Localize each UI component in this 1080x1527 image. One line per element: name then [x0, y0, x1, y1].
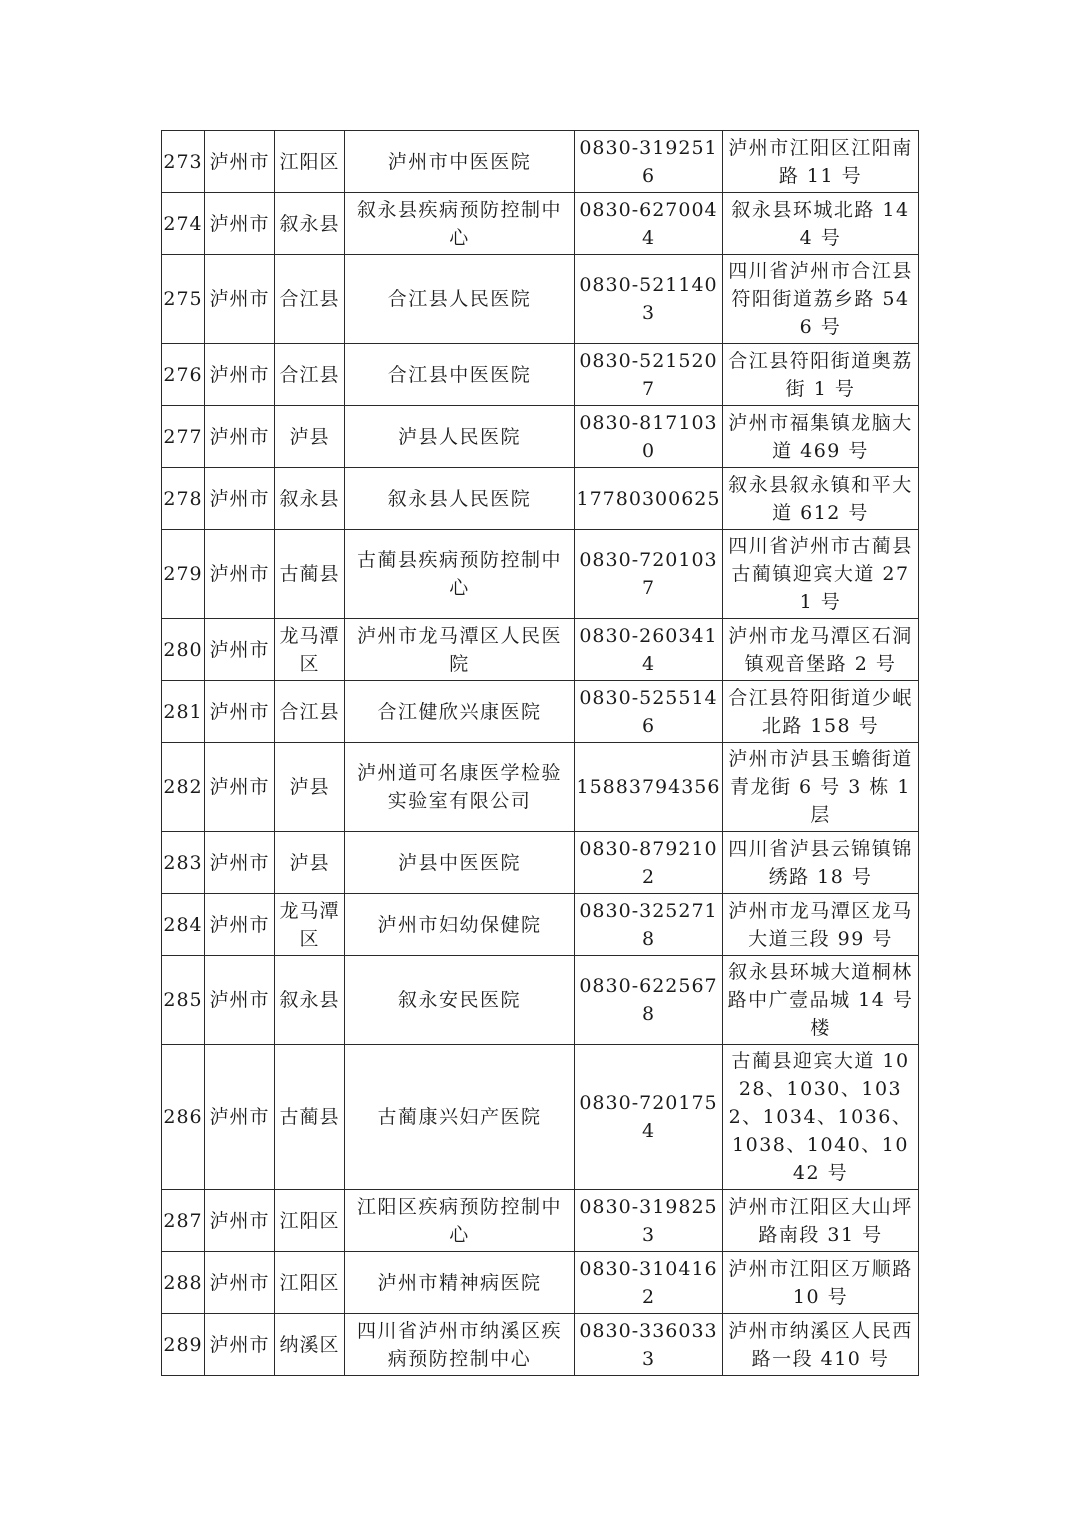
phone-cell: 0830-3360333 [575, 1314, 723, 1376]
county-cell: 江阳区 [275, 1252, 345, 1314]
county-cell: 江阳区 [275, 1190, 345, 1252]
city-cell: 泸州市 [205, 193, 275, 255]
table-row [162, 681, 919, 743]
address-cell: 四川省泸州市合江县符阳街道荔乡路 546 号 [723, 255, 919, 344]
phone-cell: 15883794356 [575, 743, 723, 832]
county-cell: 泸县 [275, 406, 345, 468]
table-row [162, 131, 919, 193]
address-cell: 泸州市江阳区江阳南路 11 号 [723, 131, 919, 193]
county-cell: 龙马潭区 [275, 619, 345, 681]
institution-name-cell: 泸州道可名康医学检验实验室有限公司 [345, 743, 575, 832]
address-cell: 泸州市江阳区大山坪路南段 31 号 [723, 1190, 919, 1252]
institution-name-cell: 泸州市妇幼保健院 [345, 894, 575, 956]
address-cell: 叙永县环城大道桐林路中广壹品城 14 号楼 [723, 956, 919, 1045]
phone-cell: 0830-3198253 [575, 1190, 723, 1252]
row-number: 275 [162, 255, 205, 344]
row-number: 287 [162, 1190, 205, 1252]
row-number: 276 [162, 344, 205, 406]
city-cell: 泸州市 [205, 1252, 275, 1314]
institution-name-cell: 泸县人民医院 [345, 406, 575, 468]
table-row [162, 530, 919, 619]
institution-name-cell: 合江健欣兴康医院 [345, 681, 575, 743]
city-cell: 泸州市 [205, 743, 275, 832]
phone-cell: 0830-3192516 [575, 131, 723, 193]
county-cell: 泸县 [275, 743, 345, 832]
county-cell: 江阳区 [275, 131, 345, 193]
row-number: 283 [162, 832, 205, 894]
row-number: 286 [162, 1045, 205, 1190]
phone-cell: 0830-2603414 [575, 619, 723, 681]
city-cell: 泸州市 [205, 956, 275, 1045]
row-number: 284 [162, 894, 205, 956]
phone-cell: 17780300625 [575, 468, 723, 530]
phone-cell: 0830-5255146 [575, 681, 723, 743]
institution-name-cell: 合江县中医医院 [345, 344, 575, 406]
address-cell: 叙永县叙永镇和平大道 612 号 [723, 468, 919, 530]
table-row [162, 344, 919, 406]
city-cell: 泸州市 [205, 406, 275, 468]
address-cell: 叙永县环城北路 144 号 [723, 193, 919, 255]
address-cell: 合江县符阳街道少岷北路 158 号 [723, 681, 919, 743]
table-row [162, 619, 919, 681]
address-cell: 合江县符阳街道奥荔街 1 号 [723, 344, 919, 406]
county-cell: 叙永县 [275, 193, 345, 255]
address-cell: 泸州市福集镇龙脑大道 469 号 [723, 406, 919, 468]
table-row [162, 894, 919, 956]
phone-cell: 0830-5215207 [575, 344, 723, 406]
table-row [162, 743, 919, 832]
row-number: 289 [162, 1314, 205, 1376]
city-cell: 泸州市 [205, 255, 275, 344]
institution-table [161, 130, 919, 1376]
row-number: 273 [162, 131, 205, 193]
row-number: 285 [162, 956, 205, 1045]
institution-name-cell: 合江县人民医院 [345, 255, 575, 344]
county-cell: 纳溪区 [275, 1314, 345, 1376]
phone-cell: 0830-3252718 [575, 894, 723, 956]
table-row [162, 1045, 919, 1190]
table-row [162, 255, 919, 344]
institution-name-cell: 泸州市精神病医院 [345, 1252, 575, 1314]
address-cell: 泸州市泸县玉蟾街道青龙街 6 号 3 栋 1 层 [723, 743, 919, 832]
institution-name-cell: 四川省泸州市纳溪区疾病预防控制中心 [345, 1314, 575, 1376]
county-cell: 合江县 [275, 344, 345, 406]
city-cell: 泸州市 [205, 344, 275, 406]
address-cell: 泸州市龙马潭区龙马大道三段 99 号 [723, 894, 919, 956]
address-cell: 泸州市龙马潭区石洞镇观音堡路 2 号 [723, 619, 919, 681]
address-cell: 四川省泸县云锦镇锦绣路 18 号 [723, 832, 919, 894]
row-number: 288 [162, 1252, 205, 1314]
county-cell: 合江县 [275, 681, 345, 743]
county-cell: 叙永县 [275, 956, 345, 1045]
table-row [162, 1190, 919, 1252]
address-cell: 四川省泸州市古蔺县古蔺镇迎宾大道 271 号 [723, 530, 919, 619]
city-cell: 泸州市 [205, 681, 275, 743]
table-row [162, 1252, 919, 1314]
county-cell: 古蔺县 [275, 1045, 345, 1190]
phone-cell: 0830-8792102 [575, 832, 723, 894]
city-cell: 泸州市 [205, 131, 275, 193]
phone-cell: 0830-5211403 [575, 255, 723, 344]
institution-name-cell: 叙永安民医院 [345, 956, 575, 1045]
row-number: 279 [162, 530, 205, 619]
city-cell: 泸州市 [205, 468, 275, 530]
institution-name-cell: 泸州市中医医院 [345, 131, 575, 193]
phone-cell: 0830-6225678 [575, 956, 723, 1045]
row-number: 277 [162, 406, 205, 468]
address-cell: 泸州市江阳区万顺路 10 号 [723, 1252, 919, 1314]
address-cell: 泸州市纳溪区人民西路一段 410 号 [723, 1314, 919, 1376]
county-cell: 古蔺县 [275, 530, 345, 619]
county-cell: 龙马潭区 [275, 894, 345, 956]
table-row [162, 832, 919, 894]
row-number: 281 [162, 681, 205, 743]
county-cell: 合江县 [275, 255, 345, 344]
address-cell: 古蔺县迎宾大道 1028、1030、1032、1034、1036、1038、1040、1042 号 [723, 1045, 919, 1190]
table-row [162, 406, 919, 468]
phone-cell: 0830-3104162 [575, 1252, 723, 1314]
institution-name-cell: 泸州市龙马潭区人民医院 [345, 619, 575, 681]
row-number: 280 [162, 619, 205, 681]
row-number: 278 [162, 468, 205, 530]
county-cell: 叙永县 [275, 468, 345, 530]
institution-name-cell: 古蔺康兴妇产医院 [345, 1045, 575, 1190]
city-cell: 泸州市 [205, 894, 275, 956]
county-cell: 泸县 [275, 832, 345, 894]
phone-cell: 0830-8171030 [575, 406, 723, 468]
table-body [162, 131, 919, 1376]
institution-name-cell: 古蔺县疾病预防控制中心 [345, 530, 575, 619]
city-cell: 泸州市 [205, 530, 275, 619]
institution-name-cell: 叙永县人民医院 [345, 468, 575, 530]
row-number: 282 [162, 743, 205, 832]
table-row [162, 1314, 919, 1376]
city-cell: 泸州市 [205, 832, 275, 894]
phone-cell: 0830-7201037 [575, 530, 723, 619]
institution-name-cell: 泸县中医医院 [345, 832, 575, 894]
row-number: 274 [162, 193, 205, 255]
city-cell: 泸州市 [205, 1190, 275, 1252]
institution-name-cell: 叙永县疾病预防控制中心 [345, 193, 575, 255]
table-row [162, 468, 919, 530]
city-cell: 泸州市 [205, 1314, 275, 1376]
city-cell: 泸州市 [205, 1045, 275, 1190]
city-cell: 泸州市 [205, 619, 275, 681]
phone-cell: 0830-7201754 [575, 1045, 723, 1190]
phone-cell: 0830-6270044 [575, 193, 723, 255]
table-row [162, 193, 919, 255]
table-row [162, 956, 919, 1045]
institution-name-cell: 江阳区疾病预防控制中心 [345, 1190, 575, 1252]
